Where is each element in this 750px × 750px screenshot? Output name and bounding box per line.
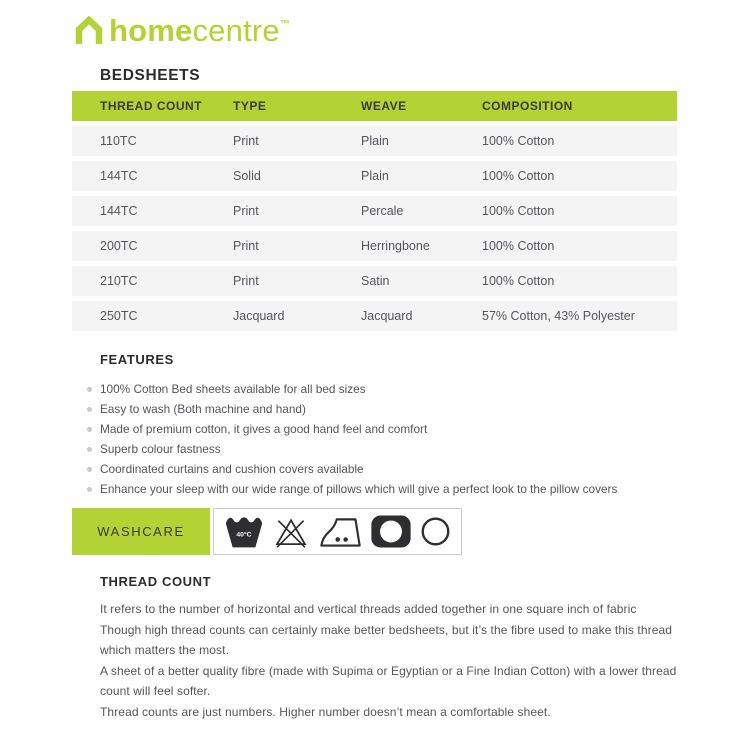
cell-weave: Jacquard (361, 309, 413, 323)
thread-count-title: THREAD COUNT (100, 574, 212, 589)
cell-type: Print (233, 274, 259, 288)
bullet-icon (87, 427, 92, 432)
table-row (72, 161, 677, 191)
thread-count-section (100, 574, 678, 722)
iron-icon (319, 515, 362, 549)
bullet-icon (87, 447, 92, 452)
column-header-composition: COMPOSITION (482, 99, 573, 113)
bedsheets-spec-table (72, 91, 677, 336)
cell-type: Print (233, 134, 259, 148)
feature-text: Superb colour fastness (100, 442, 221, 456)
cell-composition: 100% Cotton (482, 204, 555, 218)
cell-type: Solid (233, 169, 261, 183)
cell-weave: Herringbone (361, 239, 430, 253)
cell-thread-count: 144TC (100, 169, 138, 183)
features-title: FEATURES (100, 352, 174, 367)
thread-count-paragraph: Thread counts are just numbers. Higher number doesn’t mean a comfortable sheet. (100, 704, 551, 719)
list-item (100, 379, 678, 399)
table-row (72, 196, 677, 226)
bullet-icon (87, 487, 92, 492)
table-row (72, 231, 677, 261)
brand-name-centre: centre (192, 13, 280, 48)
trademark-symbol: ™ (279, 19, 291, 30)
wash-temp-label: 40°C (236, 531, 252, 539)
cell-type: Print (233, 204, 259, 218)
column-header-type: TYPE (233, 99, 267, 113)
cell-thread-count: 144TC (100, 204, 138, 218)
table-header-row (72, 91, 677, 121)
feature-text: Coordinated curtains and cushion covers available (100, 462, 364, 476)
feature-text: 100% Cotton Bed sheets available for all bed sizes (100, 382, 366, 396)
bullet-icon (87, 467, 92, 472)
feature-text: Easy to wash (Both machine and hand) (100, 402, 306, 416)
cell-weave: Satin (361, 274, 390, 288)
cell-composition: 100% Cotton (482, 239, 555, 253)
brand-logo (74, 15, 290, 46)
washcare-label: WASHCARE (72, 508, 210, 555)
tumble-dry-icon (370, 514, 412, 549)
dry-clean-icon (420, 516, 451, 547)
list-item (100, 479, 678, 499)
feature-text: Enhance your sleep with our wide range of pillows which will give a perfect look to the pillow covers (100, 482, 618, 496)
cell-thread-count: 110TC (100, 134, 137, 148)
column-header-weave: WEAVE (361, 99, 407, 113)
column-header-thread-count: THREAD COUNT (100, 99, 202, 113)
brand-name-home: home (109, 13, 193, 48)
cell-composition: 100% Cotton (482, 134, 555, 148)
feature-text: Made of premium cotton, it gives a good hand feel and comfort (100, 422, 428, 436)
thread-count-paragraph: It refers to the number of horizontal and vertical threads added together in one square inch of fabric (100, 602, 637, 616)
features-section (100, 352, 678, 499)
cell-weave: Plain (361, 169, 389, 183)
wash-40c-icon (224, 513, 264, 550)
house-icon (74, 16, 104, 45)
cell-composition: 100% Cotton (482, 274, 555, 288)
do-not-bleach-icon (272, 514, 310, 550)
brand-name (109, 15, 290, 46)
cell-type: Print (233, 239, 259, 253)
cell-weave: Percale (361, 204, 404, 218)
list-item (100, 419, 678, 439)
bullet-icon (87, 407, 92, 412)
list-item (100, 399, 678, 419)
washcare-icons-box (213, 508, 462, 555)
thread-count-paragraph: A sheet of a better quality fibre (made with Supima or Egyptian or a Fine Indian Cotton) with a lower thread count will feel softer. (100, 663, 677, 698)
table-row (72, 126, 677, 156)
washcare-section (72, 508, 462, 555)
cell-composition: 57% Cotton, 43% Polyester (482, 309, 635, 323)
thread-count-paragraph: Though high thread counts can certainly make better bedsheets, but it’s the fibre used to make this thread which matters the most. (100, 622, 673, 657)
list-item (100, 459, 678, 479)
table-row (72, 266, 677, 296)
cell-type: Jacquard (233, 309, 285, 323)
cell-thread-count: 210TC (100, 274, 138, 288)
table-row (72, 301, 677, 331)
page-title: BEDSHEETS (100, 67, 201, 84)
features-list (100, 379, 678, 499)
cell-thread-count: 250TC (100, 309, 138, 323)
bullet-icon (87, 387, 92, 392)
cell-weave: Plain (361, 134, 389, 148)
cell-thread-count: 200TC (100, 239, 138, 253)
cell-composition: 100% Cotton (482, 169, 555, 183)
list-item (100, 439, 678, 459)
